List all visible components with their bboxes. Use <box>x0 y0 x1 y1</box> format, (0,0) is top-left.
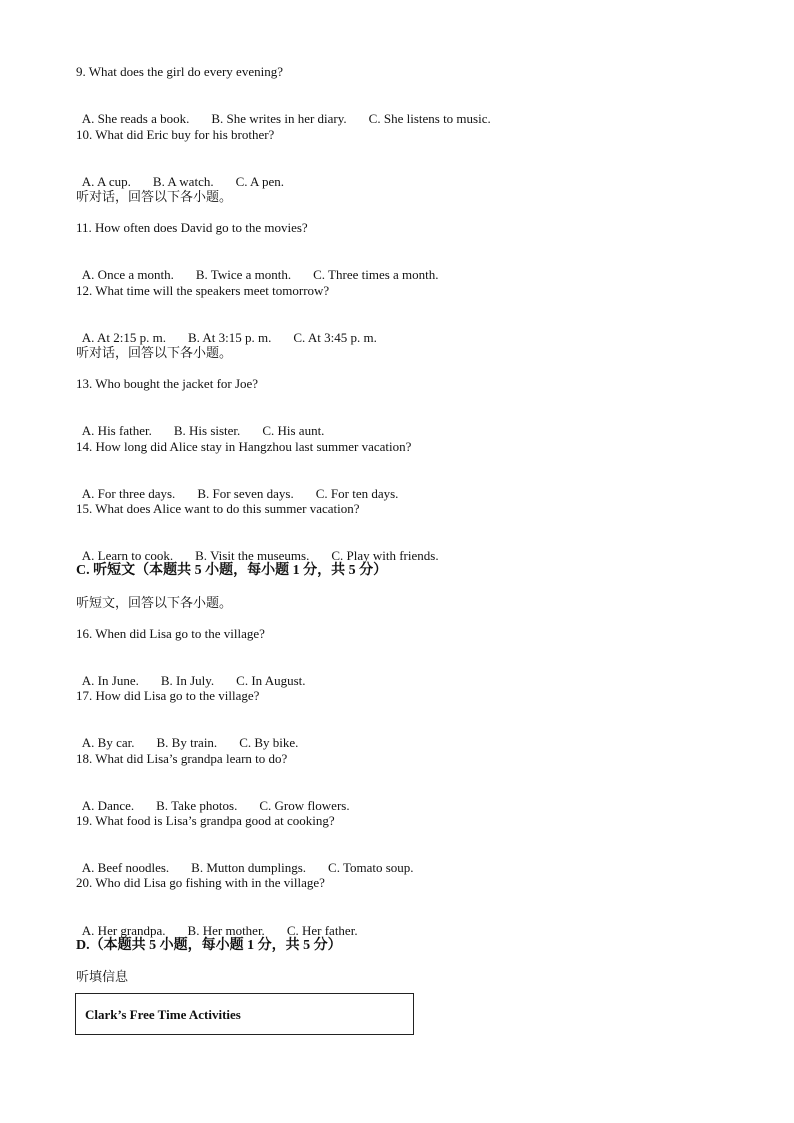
instruction-dialogue-2: 听对话，回答以下各小题。 <box>76 345 233 360</box>
option-b: B. A watch. <box>152 174 214 189</box>
question-10: 10. What did Eric buy for his brother? <box>76 127 275 142</box>
option-c: C. Grow flowers. <box>259 798 350 813</box>
info-table <box>75 993 414 1035</box>
option-c: C. Her father. <box>286 923 358 938</box>
option-c: C. Three times a month. <box>313 267 439 282</box>
option-a: A. Her grandpa. <box>81 923 166 938</box>
option-b: B. Mutton dumplings. <box>191 860 307 875</box>
option-a: A. She reads a book. <box>81 111 190 126</box>
option-c: C. His aunt. <box>262 423 325 438</box>
option-b: B. In July. <box>160 673 215 688</box>
option-b: B. She writes in her diary. <box>211 111 347 126</box>
question-13: 13. Who bought the jacket for Joe? <box>76 376 259 391</box>
option-a: A. Dance. <box>81 798 135 813</box>
option-c: C. Play with friends. <box>331 548 439 563</box>
options-19 <box>76 844 436 876</box>
option-a: A. By car. <box>81 735 135 750</box>
question-14: 14. How long did Alice stay in Hangzhou last summer vacation? <box>76 439 412 454</box>
options-16 <box>76 657 328 689</box>
question-17: 17. How did Lisa go to the village? <box>76 688 260 703</box>
options-14 <box>76 470 420 502</box>
option-c: C. A pen. <box>235 174 284 189</box>
option-a: A. His father. <box>81 423 152 438</box>
options-15 <box>76 532 461 564</box>
question-12: 12. What time will the speakers meet tomorrow? <box>76 283 330 298</box>
option-a: A. In June. <box>81 673 139 688</box>
option-b: B. By train. <box>156 735 218 750</box>
options-13 <box>76 407 346 439</box>
option-a: A. Once a month. <box>81 267 174 282</box>
question-19: 19. What food is Lisa’s grandpa good at cooking? <box>76 813 335 828</box>
options-12 <box>76 314 399 346</box>
question-16: 16. When did Lisa go to the village? <box>76 626 265 641</box>
options-17 <box>76 719 320 751</box>
options-11 <box>76 251 461 283</box>
option-a: A. A cup. <box>81 174 131 189</box>
option-a: A. At 2:15 p. m. <box>81 330 166 345</box>
option-a: A. Learn to cook. <box>81 548 174 563</box>
section-d-heading: D.（本题共 5 小题，每小题 1 分，共 5 分） <box>76 938 342 953</box>
question-9: 9. What does the girl do every evening? <box>76 64 283 79</box>
question-18: 18. What did Lisa’s grandpa learn to do? <box>76 751 288 766</box>
options-9 <box>76 95 513 127</box>
section-c-instruction: 听短文，回答以下各小题。 <box>76 595 233 610</box>
options-10 <box>76 158 306 190</box>
question-11: 11. How often does David go to the movies? <box>76 220 308 235</box>
option-b: B. His sister. <box>173 423 241 438</box>
section-d-instruction: 听填信息 <box>76 969 129 984</box>
option-c: C. In August. <box>236 673 306 688</box>
option-a: A. For three days. <box>81 486 176 501</box>
option-b: B. Her mother. <box>187 923 265 938</box>
option-b: B. Take photos. <box>156 798 238 813</box>
option-c: C. At 3:45 p. m. <box>293 330 377 345</box>
options-20 <box>76 907 380 939</box>
option-b: B. Twice a month. <box>195 267 292 282</box>
question-20: 20. Who did Lisa go fishing with in the village? <box>76 875 325 890</box>
option-b: B. For seven days. <box>197 486 294 501</box>
option-a: A. Beef noodles. <box>81 860 170 875</box>
option-b: B. At 3:15 p. m. <box>187 330 272 345</box>
option-c: C. By bike. <box>239 735 299 750</box>
option-b: B. Visit the museums. <box>195 548 310 563</box>
section-c-heading: C. 听短文（本题共 5 小题，每小题 1 分，共 5 分） <box>76 563 388 578</box>
option-c: C. Tomato soup. <box>328 860 414 875</box>
option-c: C. She listens to music. <box>368 111 491 126</box>
instruction-dialogue-1: 听对话，回答以下各小题。 <box>76 189 233 204</box>
table-title: Clark’s Free Time Activities <box>85 1007 241 1022</box>
options-18 <box>76 782 372 814</box>
option-c: C. For ten days. <box>315 486 399 501</box>
question-15: 15. What does Alice want to do this summer vacation? <box>76 501 360 516</box>
